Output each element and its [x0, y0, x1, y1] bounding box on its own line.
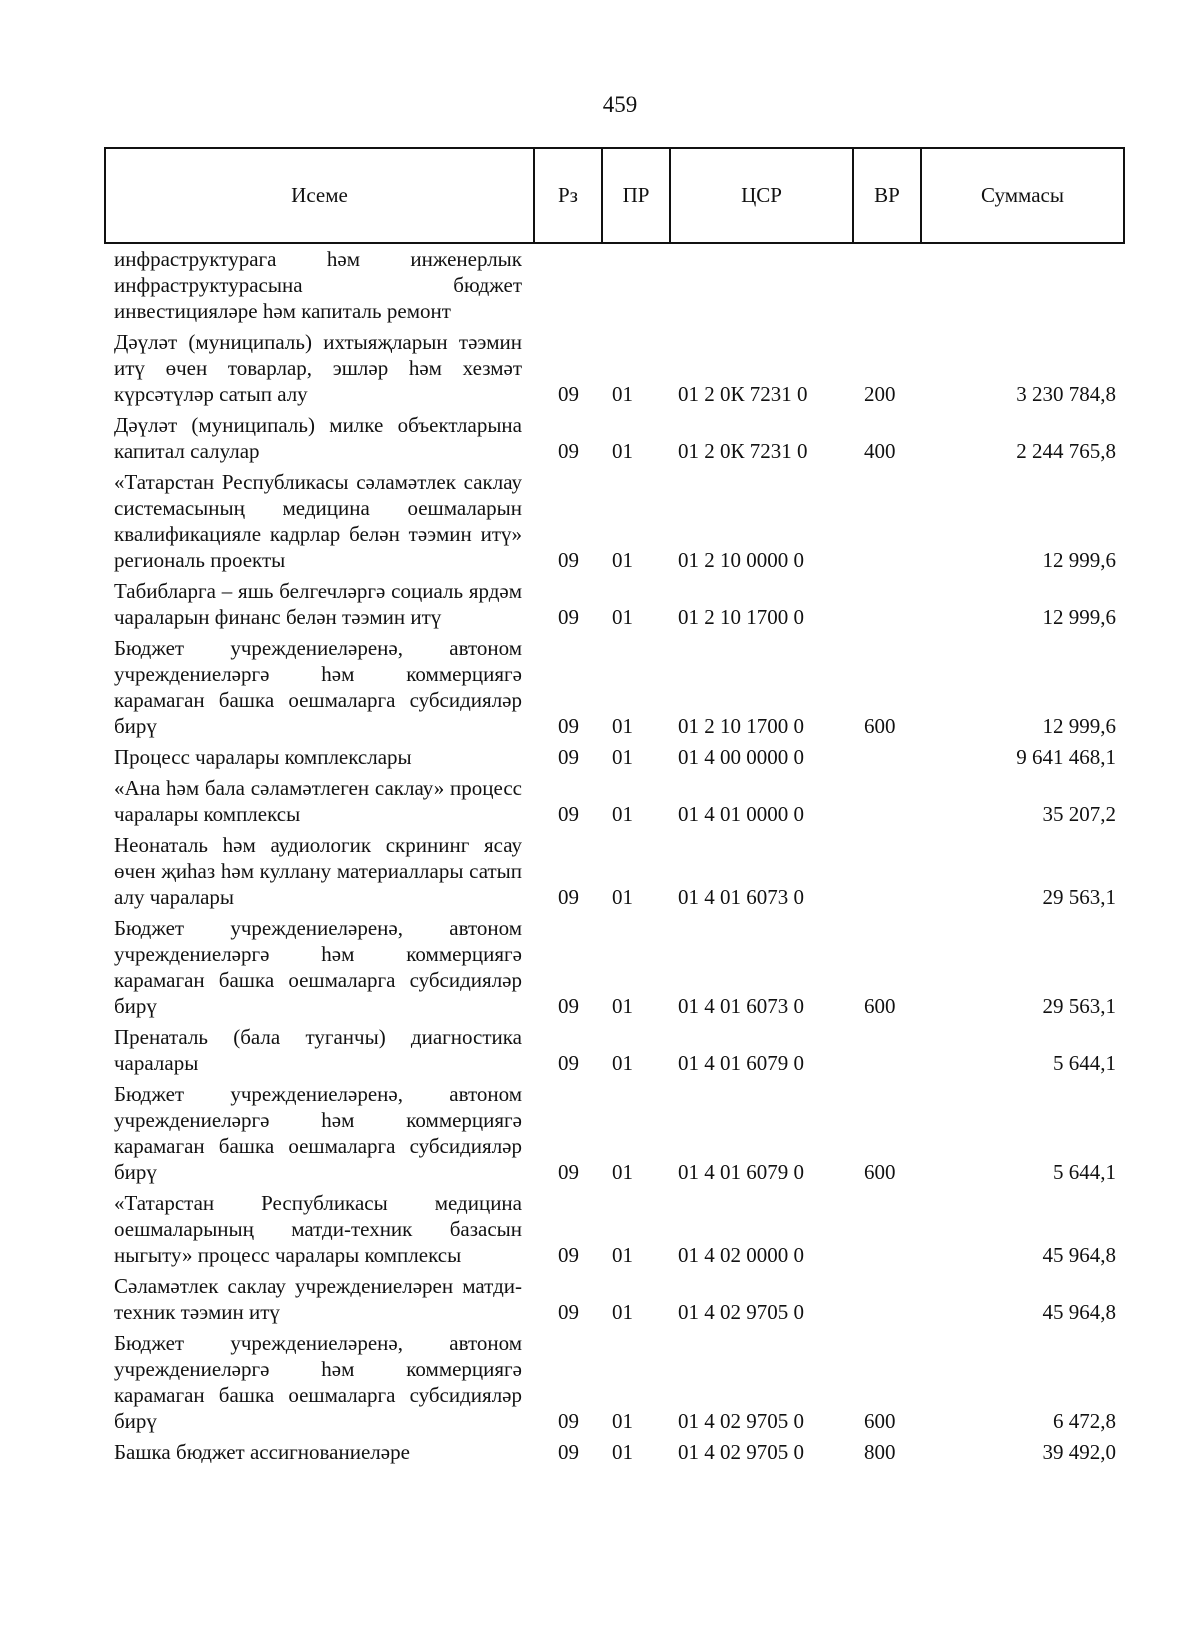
row-csr: 01 2 10 1700 0 [678, 714, 804, 738]
header-csr: ЦСР [671, 149, 854, 242]
row-name: «Ана һәм бала сәламәтлеген саклау» процесс чаралары комплексы [114, 776, 522, 826]
row-sum: 45 964,8 [1042, 1243, 1116, 1267]
row-name: Бюджет учреждениеләренә, автоном учреждениеләргә һәм коммерциягә карамаган башка оешмаларга субсидияләр бирү [114, 636, 522, 738]
row-name: Бюджет учреждениеләренә, автоном учреждениеләргә һәм коммерциягә карамаган башка оешмаларга субсидияләр бирү [114, 1082, 522, 1184]
row-sum: 5 644,1 [1053, 1160, 1116, 1184]
header-sum: Суммасы [981, 183, 1064, 207]
row-pr: 01 [612, 1440, 633, 1464]
row-rz: 09 [558, 1243, 579, 1267]
row-sum: 29 563,1 [1042, 994, 1116, 1018]
row-pr: 01 [612, 885, 633, 909]
row-vr: 600 [864, 994, 896, 1018]
row-sum: 6 472,8 [1053, 1409, 1116, 1433]
row-csr: 01 4 01 6073 0 [678, 994, 804, 1018]
table-row [114, 744, 1124, 770]
row-vr: 600 [864, 714, 896, 738]
row-name: Дәүләт (муниципаль) ихтыяҗларын тәэмин итү өчен товарлар, эшләр һәм хезмәт күрсәтүләр сатып алу [114, 330, 522, 406]
row-rz: 09 [558, 1160, 579, 1184]
row-pr: 01 [612, 382, 633, 406]
row-name: Дәүләт (муниципаль) милке объектларына капитал салулар [114, 413, 522, 463]
table-row [114, 775, 1124, 827]
row-rz: 09 [558, 994, 579, 1018]
row-sum: 12 999,6 [1042, 714, 1116, 738]
row-rz: 09 [558, 439, 579, 463]
row-name: инфраструктурага һәм инженерлык инфраструктурасына бюджет инвестицияләре һәм капиталь ремонт [114, 247, 522, 323]
table-body [114, 246, 1124, 1470]
table-row [114, 915, 1124, 1019]
row-sum: 9 641 468,1 [1016, 745, 1116, 769]
row-pr: 01 [612, 1051, 633, 1075]
header-name: Исеме [106, 149, 535, 242]
row-name: Бюджет учреждениеләренә, автоном учреждениеләргә һәм коммерциягә карамаган башка оешмаларга субсидияләр бирү [114, 916, 522, 1018]
row-sum: 35 207,2 [1042, 802, 1116, 826]
row-pr: 01 [612, 745, 633, 769]
row-name: Сәламәтлек саклау учреждениеләрен матди-техник тәэмин итү [114, 1274, 522, 1324]
table-row [114, 1024, 1124, 1076]
row-pr: 01 [612, 1160, 633, 1184]
row-rz: 09 [558, 548, 579, 572]
row-name: Башка бюджет ассигнованиеләре [114, 1440, 410, 1464]
row-pr: 01 [612, 994, 633, 1018]
row-pr: 01 [612, 802, 633, 826]
row-csr: 01 4 02 9705 0 [678, 1440, 804, 1464]
row-name: Табибларга – яшь белгечләргә социаль ярдәм чараларын финанс белән тәэмин итү [114, 579, 522, 629]
table-row [114, 1081, 1124, 1185]
table-row [114, 469, 1124, 573]
row-rz: 09 [558, 1300, 579, 1324]
row-csr: 01 4 02 9705 0 [678, 1409, 804, 1433]
table-row [114, 246, 1124, 324]
row-csr: 01 2 0К 7231 0 [678, 439, 808, 463]
row-name: Процесс чаралары комплекслары [114, 745, 412, 769]
row-rz: 09 [558, 382, 579, 406]
row-sum: 45 964,8 [1042, 1300, 1116, 1324]
row-pr: 01 [612, 548, 633, 572]
row-sum: 3 230 784,8 [1016, 382, 1116, 406]
row-name: Пренаталь (бала туганчы) диагностика чаралары [114, 1025, 522, 1075]
row-pr: 01 [612, 439, 633, 463]
row-rz: 09 [558, 1440, 579, 1464]
table-row [114, 412, 1124, 464]
page-number: 459 [602, 92, 638, 117]
row-name: Бюджет учреждениеләренә, автоном учреждениеләргә һәм коммерциягә карамаган башка оешмаларга субсидияләр бирү [114, 1331, 522, 1433]
row-sum: 29 563,1 [1042, 885, 1116, 909]
table-row [114, 578, 1124, 630]
row-rz: 09 [558, 1051, 579, 1075]
table-row [114, 1190, 1124, 1268]
header-vr: ВР [854, 149, 922, 242]
row-csr: 01 4 01 6073 0 [678, 885, 804, 909]
row-csr: 01 4 01 6079 0 [678, 1051, 804, 1075]
row-csr: 01 4 00 0000 0 [678, 745, 804, 769]
row-csr: 01 4 02 0000 0 [678, 1243, 804, 1267]
row-rz: 09 [558, 605, 579, 629]
row-sum: 39 492,0 [1042, 1440, 1116, 1464]
row-rz: 09 [558, 885, 579, 909]
table-row [114, 329, 1124, 407]
row-csr: 01 4 01 6079 0 [678, 1160, 804, 1184]
row-vr: 400 [864, 439, 896, 463]
table-row [114, 1439, 1124, 1465]
row-csr: 01 2 0К 7231 0 [678, 382, 808, 406]
row-pr: 01 [612, 1409, 633, 1433]
row-pr: 01 [612, 714, 633, 738]
row-rz: 09 [558, 802, 579, 826]
table-row [114, 635, 1124, 739]
row-sum: 5 644,1 [1053, 1051, 1116, 1075]
row-sum: 12 999,6 [1042, 548, 1116, 572]
row-pr: 01 [612, 605, 633, 629]
row-csr: 01 4 02 9705 0 [678, 1300, 804, 1324]
table-header [104, 147, 1125, 244]
row-csr: 01 2 10 1700 0 [678, 605, 804, 629]
row-name: Неонаталь һәм аудиологик скрининг ясау өчен җиһаз һәм куллану материаллары сатып алу чаралары [114, 833, 522, 909]
row-rz: 09 [558, 714, 579, 738]
row-vr: 600 [864, 1409, 896, 1433]
row-sum: 12 999,6 [1042, 605, 1116, 629]
header-pr: ПР [603, 149, 671, 242]
row-csr: 01 2 10 0000 0 [678, 548, 804, 572]
row-sum: 2 244 765,8 [1016, 439, 1116, 463]
table-row [114, 1330, 1124, 1434]
row-rz: 09 [558, 745, 579, 769]
table-row [114, 1273, 1124, 1325]
row-rz: 09 [558, 1409, 579, 1433]
row-pr: 01 [612, 1243, 633, 1267]
row-name: «Татарстан Республикасы медицина оешмаларының матди-техник базасын ныгыту» процесс чаралары комплексы [114, 1191, 522, 1267]
table-row [114, 832, 1124, 910]
row-name: «Татарстан Республикасы сәламәтлек саклау системасының медицина оешмаларын квалификацияле кадрлар белән тәэмин итү» региональ проекты [114, 470, 522, 572]
row-vr: 800 [864, 1440, 896, 1464]
header-rz: Рз [535, 149, 603, 242]
row-csr: 01 4 01 0000 0 [678, 802, 804, 826]
row-vr: 600 [864, 1160, 896, 1184]
row-pr: 01 [612, 1300, 633, 1324]
row-vr: 200 [864, 382, 896, 406]
